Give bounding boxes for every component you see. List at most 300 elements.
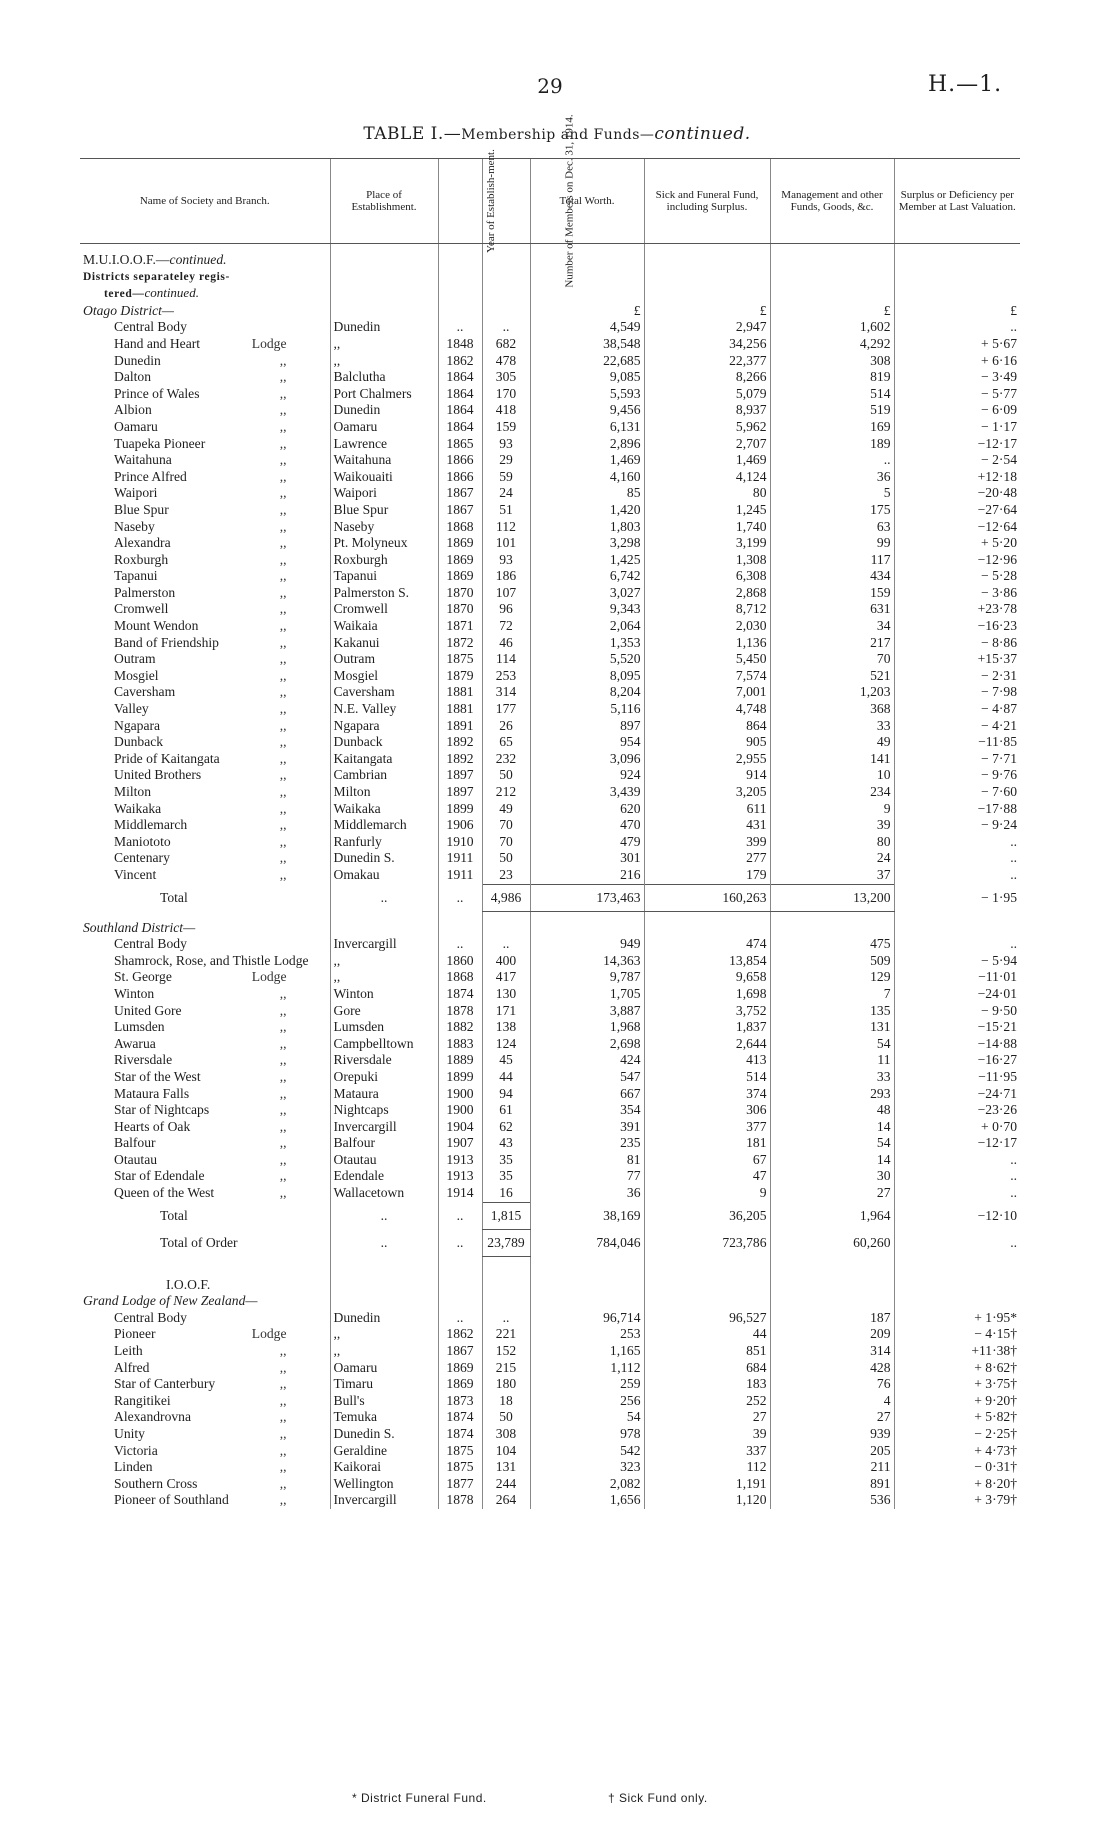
branch-surplus: − 9·76 xyxy=(894,767,1020,784)
branch-place: Blue Spur xyxy=(330,502,438,519)
branch-sick-fund: 611 xyxy=(644,801,770,818)
branch-name xyxy=(80,353,330,370)
branch-name xyxy=(80,1360,330,1377)
branch-year: 1911 xyxy=(438,850,482,867)
branch-members: 114 xyxy=(482,651,530,668)
branch-members: 50 xyxy=(482,850,530,867)
branch-management-fund: 54 xyxy=(770,1036,894,1053)
total-row-otago xyxy=(80,884,1020,911)
branch-name xyxy=(80,1102,330,1119)
branch-total-worth: 2,896 xyxy=(530,436,644,453)
branch-surplus: + 9·20† xyxy=(894,1393,1020,1410)
branch-total-worth: 81 xyxy=(530,1152,644,1169)
table-row xyxy=(80,452,1020,469)
branch-total-worth: 949 xyxy=(530,936,644,953)
branch-members: 50 xyxy=(482,1409,530,1426)
branch-sick-fund: 684 xyxy=(644,1360,770,1377)
branch-name-text: Pioneer xyxy=(114,1326,156,1342)
branch-year: 1899 xyxy=(438,1069,482,1086)
branch-total-worth: 5,116 xyxy=(530,701,644,718)
branch-year: 1874 xyxy=(438,1409,482,1426)
table-row xyxy=(80,1310,1020,1327)
table-row xyxy=(80,618,1020,635)
branch-total-worth: 54 xyxy=(530,1409,644,1426)
branch-year: 1869 xyxy=(438,1376,482,1393)
branch-surplus: −16·23 xyxy=(894,618,1020,635)
branch-management-fund: 159 xyxy=(770,585,894,602)
branch-sick-fund: 1,308 xyxy=(644,552,770,569)
table-row xyxy=(80,319,1020,336)
branch-qualifier: ,, xyxy=(279,1392,287,1408)
branch-total-worth: 259 xyxy=(530,1376,644,1393)
branch-year: .. xyxy=(438,936,482,953)
table-row xyxy=(80,1326,1020,1343)
branch-members: 305 xyxy=(482,369,530,386)
branch-members: 45 xyxy=(482,1052,530,1069)
branch-place: Lawrence xyxy=(330,436,438,453)
branch-total-worth: 1,425 xyxy=(530,552,644,569)
branch-year: 1848 xyxy=(438,336,482,353)
section-heading-row xyxy=(80,303,1020,320)
branch-qualifier: ,, xyxy=(279,402,287,418)
branch-qualifier: Lodge xyxy=(251,335,287,351)
branch-name-text: United Gore xyxy=(114,1002,182,1018)
branch-surplus: −17·88 xyxy=(894,801,1020,818)
district-heading-otago: Otago District— xyxy=(83,302,175,318)
branch-name xyxy=(80,1326,330,1343)
branch-qualifier: ,, xyxy=(279,1002,287,1018)
branch-surplus: − 4·87 xyxy=(894,701,1020,718)
table-row xyxy=(80,1168,1020,1185)
branch-qualifier: ,, xyxy=(279,352,287,368)
branch-surplus: − 8·86 xyxy=(894,635,1020,652)
branch-members: 50 xyxy=(482,767,530,784)
branch-management-fund: 76 xyxy=(770,1376,894,1393)
branch-total-worth: 9,085 xyxy=(530,369,644,386)
branch-sick-fund: 8,937 xyxy=(644,402,770,419)
branch-year: 1910 xyxy=(438,834,482,851)
branch-qualifier: ,, xyxy=(279,468,287,484)
branch-name xyxy=(80,369,330,386)
branch-surplus: + 5·67 xyxy=(894,336,1020,353)
branch-members: 44 xyxy=(482,1069,530,1086)
branch-qualifier: ,, xyxy=(279,850,287,866)
branch-name xyxy=(80,1119,330,1136)
branch-name-text: Middlemarch xyxy=(114,817,188,833)
branch-place: Invercargill xyxy=(330,1492,438,1509)
branch-sick-fund: 1,837 xyxy=(644,1019,770,1036)
branch-name-text: Caversham xyxy=(114,684,176,700)
branch-qualifier: ,, xyxy=(279,634,287,650)
branch-surplus: −16·27 xyxy=(894,1052,1020,1069)
branch-total-worth: 424 xyxy=(530,1052,644,1069)
branch-place: Timaru xyxy=(330,1376,438,1393)
branch-total-worth: 1,469 xyxy=(530,452,644,469)
branch-qualifier: ,, xyxy=(279,784,287,799)
branch-members: 46 xyxy=(482,635,530,652)
branch-year: 1864 xyxy=(438,402,482,419)
branch-year: 1870 xyxy=(438,601,482,618)
branch-name xyxy=(80,519,330,536)
branch-year: 1865 xyxy=(438,436,482,453)
branch-management-fund: 209 xyxy=(770,1326,894,1343)
table-row xyxy=(80,1036,1020,1053)
branch-members: 400 xyxy=(482,953,530,970)
branch-name xyxy=(80,1185,330,1202)
col-sick-header: Sick and Funeral Fund, including Surplus. xyxy=(644,159,770,244)
branch-year: 1911 xyxy=(438,867,482,884)
branch-year: 1889 xyxy=(438,1052,482,1069)
branch-surplus: + 5·20 xyxy=(894,535,1020,552)
branch-total-worth: 1,705 xyxy=(530,986,644,1003)
col-mgmt-header: Management and other Funds, Goods, &c. xyxy=(770,159,894,244)
branch-year: 1881 xyxy=(438,684,482,701)
table-row xyxy=(80,1086,1020,1103)
branch-members: 682 xyxy=(482,336,530,353)
branch-total-worth: 1,353 xyxy=(530,635,644,652)
branch-total-worth: 253 xyxy=(530,1326,644,1343)
branch-year: 1914 xyxy=(438,1185,482,1202)
branch-management-fund: 514 xyxy=(770,386,894,403)
branch-year: 1892 xyxy=(438,734,482,751)
branch-members: 96 xyxy=(482,601,530,618)
branch-members: 186 xyxy=(482,568,530,585)
branch-total-worth: 77 xyxy=(530,1168,644,1185)
branch-name xyxy=(80,1443,330,1460)
total-worth: 38,169 xyxy=(530,1202,644,1229)
total-sick: 723,786 xyxy=(644,1229,770,1256)
branch-place: Kaikorai xyxy=(330,1459,438,1476)
branch-name xyxy=(80,386,330,403)
title-suffix: continued. xyxy=(654,124,751,144)
branch-qualifier: ,, xyxy=(279,369,287,385)
branch-place: Caversham xyxy=(330,684,438,701)
table-row xyxy=(80,436,1020,453)
branch-management-fund: 99 xyxy=(770,535,894,552)
branch-year: 1875 xyxy=(438,1443,482,1460)
table-row xyxy=(80,953,1020,970)
branch-management-fund: 521 xyxy=(770,668,894,685)
branch-year: 1869 xyxy=(438,552,482,569)
branch-qualifier: ,, xyxy=(279,601,287,617)
title-main: Membership and Funds— xyxy=(461,127,655,143)
branch-name-text: Star of Edendale xyxy=(114,1168,205,1184)
branch-name-text: Outram xyxy=(114,651,156,667)
branch-place: ,, xyxy=(330,336,438,353)
total-row-southland xyxy=(80,1202,1020,1229)
table-row xyxy=(80,701,1020,718)
table-row xyxy=(80,1492,1020,1509)
branch-qualifier: ,, xyxy=(279,1035,287,1051)
branch-sick-fund: 413 xyxy=(644,1052,770,1069)
branch-qualifier: ,, xyxy=(279,867,287,883)
branch-sick-fund: 2,030 xyxy=(644,618,770,635)
districts-heading: Districts separateley regis- xyxy=(83,270,230,283)
branch-qualifier: ,, xyxy=(279,452,287,468)
branch-name xyxy=(80,1003,330,1020)
branch-name-text: Star of Canterbury xyxy=(114,1376,216,1392)
branch-place: Dunedin xyxy=(330,1310,438,1327)
branch-members: 16 xyxy=(482,1185,530,1202)
branch-name-text: Otautau xyxy=(114,1151,158,1167)
branch-place: Nightcaps xyxy=(330,1102,438,1119)
branch-management-fund: 939 xyxy=(770,1426,894,1443)
branch-qualifier: ,, xyxy=(279,717,287,733)
title-prefix: TABLE I.— xyxy=(363,124,462,144)
branch-total-worth: 1,112 xyxy=(530,1360,644,1377)
branch-total-worth: 9,456 xyxy=(530,402,644,419)
branch-sick-fund: 183 xyxy=(644,1376,770,1393)
branch-surplus: .. xyxy=(894,319,1020,336)
branch-surplus: +23·78 xyxy=(894,601,1020,618)
table-row xyxy=(80,1019,1020,1036)
branch-members: 417 xyxy=(482,969,530,986)
branch-management-fund: 34 xyxy=(770,618,894,635)
table-row xyxy=(80,535,1020,552)
branch-name-text: Cromwell xyxy=(114,601,169,617)
table-row xyxy=(80,1360,1020,1377)
table-row xyxy=(80,353,1020,370)
branch-surplus: .. xyxy=(894,1168,1020,1185)
branch-members: 159 xyxy=(482,419,530,436)
branch-year: .. xyxy=(438,1310,482,1327)
branch-name xyxy=(80,867,330,884)
branch-surplus: + 1·95* xyxy=(894,1310,1020,1327)
branch-place: Kakanui xyxy=(330,635,438,652)
branch-name-text: Waikaka xyxy=(114,800,162,816)
table-row xyxy=(80,867,1020,884)
branch-qualifier: ,, xyxy=(279,568,287,584)
grand-lodge-heading: Grand Lodge of New Zealand— xyxy=(83,1293,258,1309)
district-heading-southland: Southland District— xyxy=(83,919,196,935)
branch-place: Cromwell xyxy=(330,601,438,618)
branch-name-text: Leith xyxy=(114,1343,143,1359)
branch-total-worth: 323 xyxy=(530,1459,644,1476)
branch-qualifier: ,, xyxy=(279,667,287,683)
branch-name-text: Tapanui xyxy=(114,568,158,584)
branch-total-worth: 2,698 xyxy=(530,1036,644,1053)
branch-year: 1867 xyxy=(438,502,482,519)
branch-sick-fund: 3,752 xyxy=(644,1003,770,1020)
table-row xyxy=(80,402,1020,419)
branch-name xyxy=(80,585,330,602)
branch-place: Riversdale xyxy=(330,1052,438,1069)
branch-qualifier: ,, xyxy=(279,800,287,816)
branch-surplus: −24·01 xyxy=(894,986,1020,1003)
branch-sick-fund: 399 xyxy=(644,834,770,851)
branch-name-text: Naseby xyxy=(114,518,155,534)
branch-name-text: Alexandrovna xyxy=(114,1409,192,1425)
branch-total-worth: 954 xyxy=(530,734,644,751)
branch-name-text: Central Body xyxy=(114,1309,187,1325)
branch-place: Winton xyxy=(330,986,438,1003)
page-number: 29 xyxy=(537,74,563,98)
total-members: 4,986 xyxy=(482,884,530,911)
branch-sick-fund: 9,658 xyxy=(644,969,770,986)
branch-members: .. xyxy=(482,319,530,336)
branch-members: 65 xyxy=(482,734,530,751)
branch-management-fund: 70 xyxy=(770,651,894,668)
table-row xyxy=(80,1119,1020,1136)
branch-qualifier: ,, xyxy=(279,1185,287,1201)
branch-sick-fund: 47 xyxy=(644,1168,770,1185)
branch-place: Omakau xyxy=(330,867,438,884)
branch-management-fund: 14 xyxy=(770,1152,894,1169)
branch-name xyxy=(80,336,330,353)
branch-name xyxy=(80,701,330,718)
branch-sick-fund: 8,266 xyxy=(644,369,770,386)
branch-sick-fund: 306 xyxy=(644,1102,770,1119)
branch-sick-fund: 3,205 xyxy=(644,784,770,801)
branch-place: Bull's xyxy=(330,1393,438,1410)
branch-sick-fund: 27 xyxy=(644,1409,770,1426)
branch-sick-fund: 22,377 xyxy=(644,353,770,370)
branch-qualifier: ,, xyxy=(279,734,287,750)
table-row xyxy=(80,1069,1020,1086)
branch-sick-fund: 7,001 xyxy=(644,684,770,701)
branch-members: .. xyxy=(482,936,530,953)
branch-surplus: −12·96 xyxy=(894,552,1020,569)
table-row xyxy=(80,585,1020,602)
branch-surplus: −11·95 xyxy=(894,1069,1020,1086)
branch-name xyxy=(80,1476,330,1493)
branch-sick-fund: 2,868 xyxy=(644,585,770,602)
branch-sick-fund: 2,947 xyxy=(644,319,770,336)
branch-sick-fund: 6,308 xyxy=(644,568,770,585)
branch-year: 1864 xyxy=(438,386,482,403)
branch-name xyxy=(80,1086,330,1103)
branch-surplus: + 8·62† xyxy=(894,1360,1020,1377)
branch-place: Invercargill xyxy=(330,936,438,953)
branch-management-fund: 135 xyxy=(770,1003,894,1020)
branch-surplus: −15·21 xyxy=(894,1019,1020,1036)
total-label: Total xyxy=(160,889,188,905)
col-name-header: Name of Society and Branch. xyxy=(80,159,330,244)
table-row xyxy=(80,336,1020,353)
branch-year: 1864 xyxy=(438,369,482,386)
branch-year: 1866 xyxy=(438,469,482,486)
branch-management-fund: 211 xyxy=(770,1459,894,1476)
branch-members: 49 xyxy=(482,801,530,818)
branch-members: 101 xyxy=(482,535,530,552)
branch-surplus: .. xyxy=(894,850,1020,867)
branch-name xyxy=(80,834,330,851)
table-row xyxy=(80,850,1020,867)
branch-qualifier: ,, xyxy=(279,1359,287,1375)
branch-sick-fund: 1,136 xyxy=(644,635,770,652)
branch-qualifier: ,, xyxy=(279,1052,287,1068)
branch-place: Naseby xyxy=(330,519,438,536)
branch-management-fund: 509 xyxy=(770,953,894,970)
branch-year: 1866 xyxy=(438,452,482,469)
branch-place: N.E. Valley xyxy=(330,701,438,718)
branch-total-worth: 1,968 xyxy=(530,1019,644,1036)
branch-place: Temuka xyxy=(330,1409,438,1426)
branch-members: .. xyxy=(482,1310,530,1327)
col-place-header: Place of Establishment. xyxy=(330,159,438,244)
branch-members: 59 xyxy=(482,469,530,486)
branch-surplus: − 2·54 xyxy=(894,452,1020,469)
branch-name xyxy=(80,1135,330,1152)
branch-management-fund: 475 xyxy=(770,936,894,953)
branch-total-worth: 22,685 xyxy=(530,353,644,370)
branch-management-fund: 10 xyxy=(770,767,894,784)
branch-name-text: Palmerston xyxy=(114,584,176,600)
branch-sick-fund: 1,191 xyxy=(644,1476,770,1493)
branch-sick-fund: 5,450 xyxy=(644,651,770,668)
branch-year: 1913 xyxy=(438,1168,482,1185)
table-row xyxy=(80,1459,1020,1476)
branch-place: Orepuki xyxy=(330,1069,438,1086)
branch-place: Invercargill xyxy=(330,1119,438,1136)
branch-place: ,, xyxy=(330,969,438,986)
branch-name-text: Central Body xyxy=(114,319,187,335)
branch-total-worth: 3,439 xyxy=(530,784,644,801)
branch-qualifier: ,, xyxy=(279,1426,287,1441)
branch-qualifier: ,, xyxy=(279,817,287,833)
branch-management-fund: 9 xyxy=(770,801,894,818)
table-row xyxy=(80,419,1020,436)
total-label: Total xyxy=(160,1207,188,1223)
branch-members: 138 xyxy=(482,1019,530,1036)
branch-surplus: .. xyxy=(894,867,1020,884)
branch-place: Dunedin xyxy=(330,319,438,336)
branch-members: 24 xyxy=(482,485,530,502)
branch-qualifier: ,, xyxy=(279,1492,287,1508)
branch-members: 418 xyxy=(482,402,530,419)
total-place: .. xyxy=(330,1202,438,1229)
branch-name-text: Alfred xyxy=(114,1359,150,1375)
table-row xyxy=(80,601,1020,618)
branch-surplus: .. xyxy=(894,936,1020,953)
branch-total-worth: 2,082 xyxy=(530,1476,644,1493)
branch-total-worth: 897 xyxy=(530,718,644,735)
branch-surplus: − 6·09 xyxy=(894,402,1020,419)
branch-name-text: Mataura Falls xyxy=(114,1085,190,1101)
branch-total-worth: 1,165 xyxy=(530,1343,644,1360)
table-row xyxy=(80,784,1020,801)
branch-management-fund: 39 xyxy=(770,817,894,834)
branch-name xyxy=(80,1376,330,1393)
branch-management-fund: 1,203 xyxy=(770,684,894,701)
branch-total-worth: 235 xyxy=(530,1135,644,1152)
branch-total-worth: 3,887 xyxy=(530,1003,644,1020)
branch-qualifier: Lodge xyxy=(251,969,287,985)
branch-sick-fund: 4,748 xyxy=(644,701,770,718)
table-row xyxy=(80,1185,1020,1202)
branch-sick-fund: 44 xyxy=(644,1326,770,1343)
branch-qualifier: Lodge xyxy=(251,1326,287,1342)
section-heading-row xyxy=(80,269,1020,286)
branch-management-fund: 117 xyxy=(770,552,894,569)
branch-members: 70 xyxy=(482,817,530,834)
branch-name xyxy=(80,436,330,453)
branch-place: ,, xyxy=(330,1343,438,1360)
branch-members: 308 xyxy=(482,1426,530,1443)
branch-surplus: − 3·49 xyxy=(894,369,1020,386)
table-row xyxy=(80,1003,1020,1020)
branch-management-fund: 48 xyxy=(770,1102,894,1119)
branch-surplus: −20·48 xyxy=(894,485,1020,502)
branch-name-text: Dunback xyxy=(114,734,164,750)
branch-surplus: − 9·50 xyxy=(894,1003,1020,1020)
branch-management-fund: 63 xyxy=(770,519,894,536)
branch-name xyxy=(80,1310,330,1327)
table-row xyxy=(80,1443,1020,1460)
branch-members: 131 xyxy=(482,1459,530,1476)
branch-total-worth: 479 xyxy=(530,834,644,851)
branch-total-worth: 3,096 xyxy=(530,751,644,768)
